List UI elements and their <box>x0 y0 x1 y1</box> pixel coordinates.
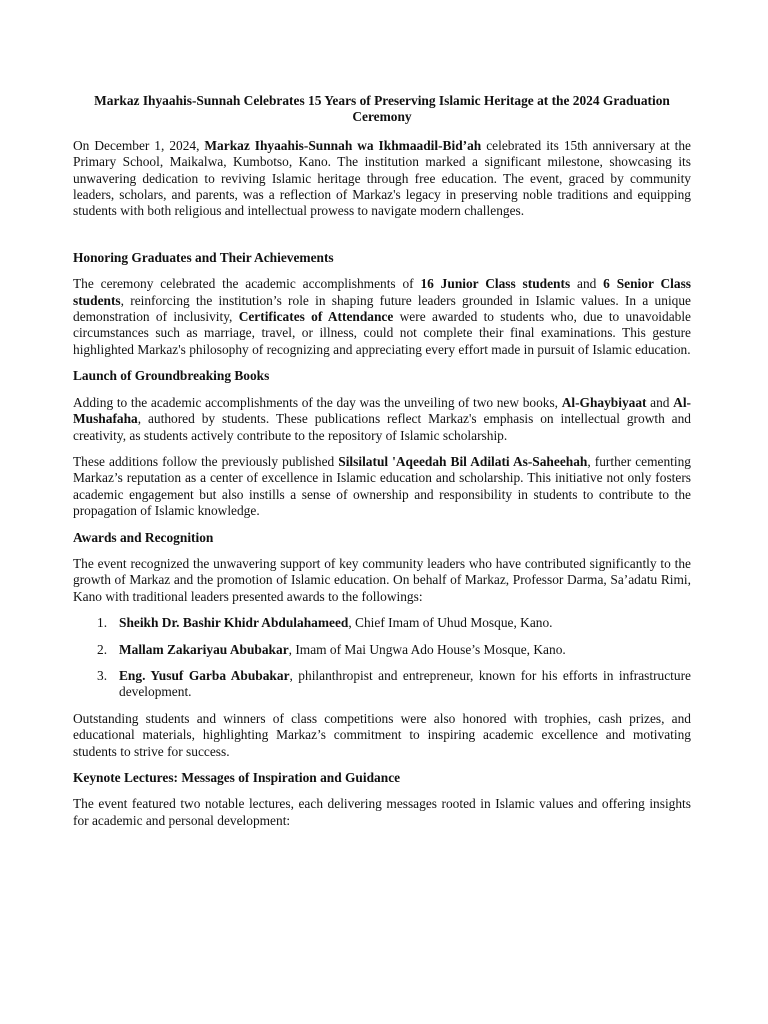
article-title: Markaz Ihyaahis-Sunnah Celebrates 15 Years of Preserving Islamic Heritage at the 2024 Graduation Ceremony <box>94 93 670 125</box>
books-paragraph-1: Adding to the academic accomplishments of the day was the unveiling of two new books, Al-Ghaybiyaat and Al-Mushafaha, authored by students. These publications reflect Markaz's emphasis on intellectual growth and creativity, as students actively contribute to the repository of Islamic scholarship. <box>73 394 692 443</box>
graduates-paragraph: The ceremony celebrated the academic accomplishments of 16 Junior Class students and 6 Senior Class students, reinforcing the institution’s role in shaping future leaders grounded in Islamic values. In a unique demonstration of inclusivity, Certificates of Attendance were awarded to students who, due to unavoidable circumstances such as marriage, travel, or illness, could not complete their final examinations. This gesture highlighted Markaz's philosophy of recognizing and appreciating every effort made in pursuit of Islamic education. <box>73 276 691 357</box>
students-awards-paragraph: Outstanding students and winners of class competitions were also honored with trophies, cash prizes, and educational materials, highlighting Markaz’s commitment to inspiring academic excellence and motivating students to strive for success. <box>73 710 691 759</box>
books-paragraph-2: These additions follow the previously published Silsilatul 'Aqeedah Bil Adilati As-Saheehah, further cementing Markaz’s reputation as a center of excellence in Islamic education and scholarship. This initiative not only fosters academic engagement but also instills a sense of ownership and responsibility in students to contribute to the propagation of Islamic knowledge. <box>73 453 692 519</box>
section-heading-books: Launch of Groundbreaking Books <box>73 368 270 384</box>
section-heading-graduates: Honoring Graduates and Their Achievements <box>73 249 334 265</box>
list-item: 3. Eng. Yusuf Garba Abubakar, philanthropist and entrepreneur, known for his efforts in infrastructure development. <box>97 667 691 700</box>
institution-name: Markaz Ihyaahis-Sunnah wa Ikhmaadil-Bid’ah <box>204 137 482 153</box>
list-item: 1. Sheikh Dr. Bashir Khidr Abdulahameed, Chief Imam of Uhud Mosque, Kano. <box>97 615 553 631</box>
document-body <box>73 93 691 839</box>
lectures-paragraph: The event featured two notable lectures, each delivering messages rooted in Islamic values and offering insights for academic and personal development: <box>73 796 691 828</box>
awards-paragraph: The event recognized the unwavering support of key community leaders who have contributed significantly to the growth of Markaz and the promotion of Islamic education. On behalf of Markaz, Professor Darma, Sa’adatu Rimi, Kano with traditional leaders presented awards to the followings: <box>73 555 691 604</box>
intro-paragraph: On December 1, 2024, Markaz Ihyaahis-Sunnah wa Ikhmaadil-Bid’ah celebrated its 15th anniversary at the Primary School, Maikalwa, Kumbotso, Kano. The institution marked a significant milestone, showcasing its unwavering dedication to reviving Islamic heritage through free education. The event, graced by community leaders, scholars, and parents, was a reflection of Markaz's legacy in preserving noble traditions and equipping students with both religious and intellectual prowess to navigate modern challenges. <box>73 137 692 219</box>
list-item: 2. Mallam Zakariyau Abubakar, Imam of Mai Ungwa Ado House’s Mosque, Kano. <box>97 641 566 657</box>
section-heading-awards: Awards and Recognition <box>73 529 214 545</box>
awardees-list <box>73 615 691 701</box>
section-heading-lectures: Keynote Lectures: Messages of Inspiration and Guidance <box>73 770 401 785</box>
